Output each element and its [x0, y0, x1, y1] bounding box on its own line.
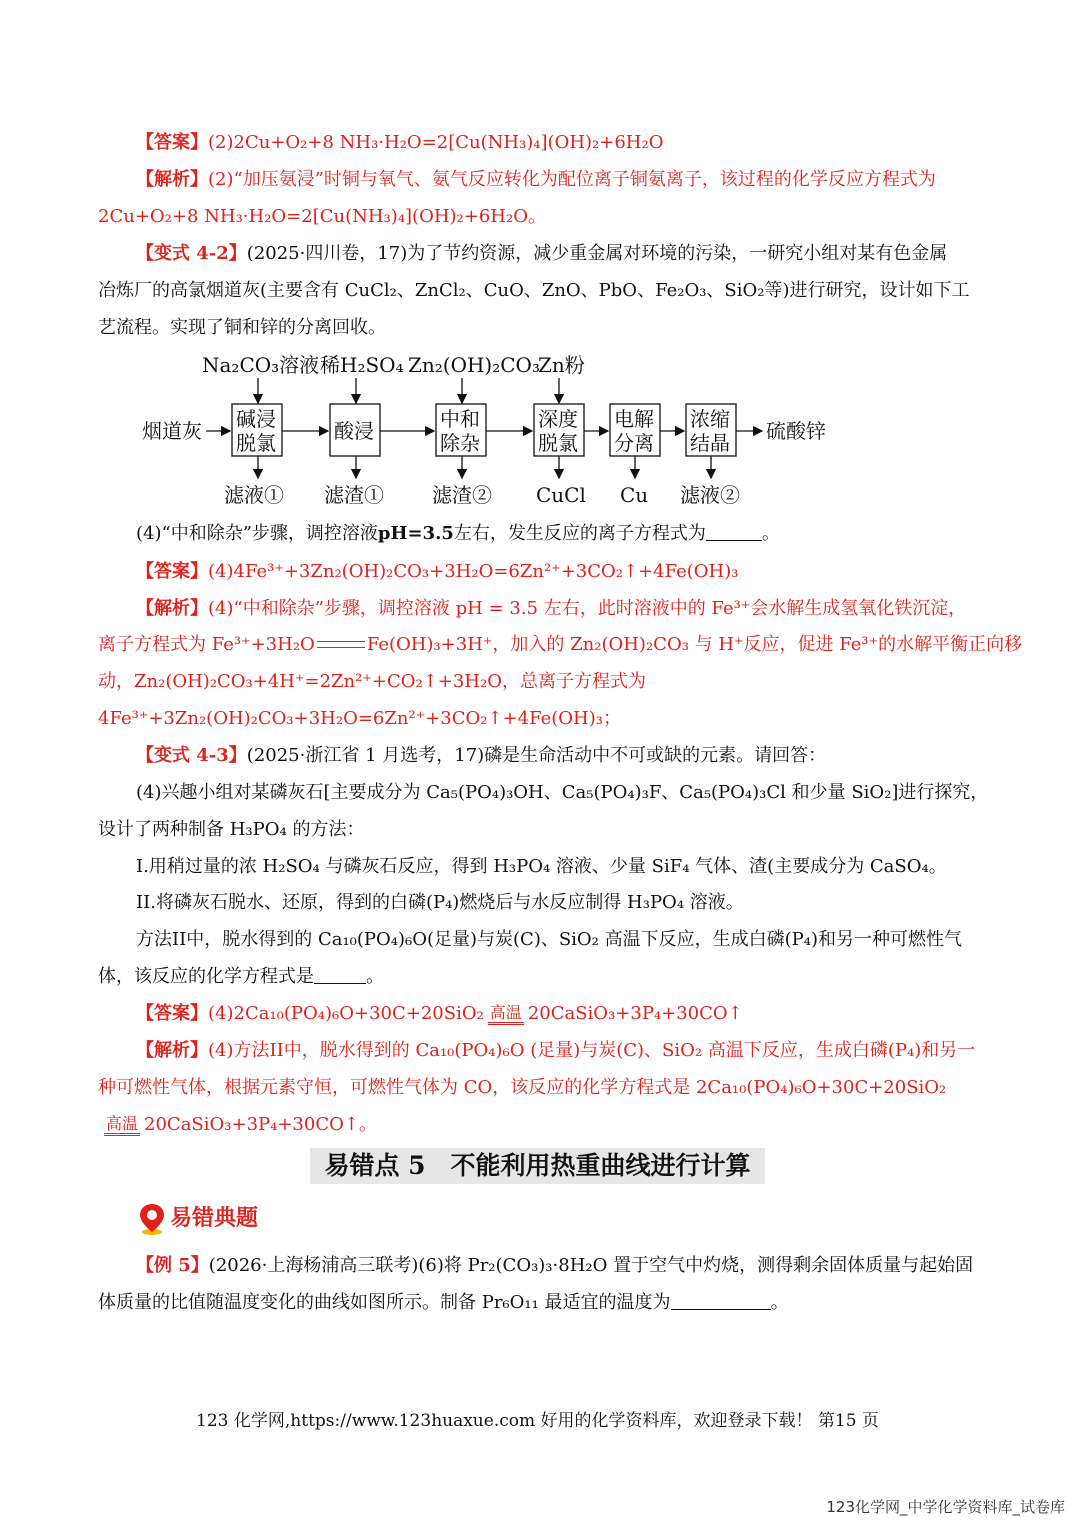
question-line: 体质量的比值随温度变化的曲线如图所示。制备 Pr₆O₁₁ 最适宜的温度为 。: [98, 1292, 789, 1313]
section-label: 易错典题: [170, 1205, 259, 1231]
end-label: 硫酸锌: [766, 419, 826, 443]
explanation-line: 4Fe³⁺+3Zn₂(OH)₂CO₃+3H₂O=6Zn²⁺+3CO₂↑+4Fe(OH)₃；: [98, 708, 621, 729]
location-pin-icon: [138, 1202, 166, 1236]
explanation-line: 【解析】(4)“中和除杂”步骤，调控溶液 pH = 3.5 左右，此时溶液中的 Fe³⁺会水解生成氢氧化铁沉淀，: [136, 598, 967, 619]
answer-blank: [314, 983, 366, 984]
reaction-condition: 高温: [488, 1004, 524, 1025]
step-label: 中和: [440, 407, 480, 431]
output-label: Cu: [620, 483, 649, 507]
input-label: Zn₂(OH)₂CO₃: [408, 353, 540, 377]
watermark: 123化学网_中学化学资料库_试卷库: [826, 1498, 1065, 1516]
question-line: (4)“中和除杂”步骤，调控溶液pH=3.5左右，发生反应的离子方程式为 。: [136, 523, 780, 544]
step-label: 碱浸: [236, 407, 276, 431]
output-label: CuCl: [536, 483, 586, 507]
step-label: 脱氯: [236, 431, 276, 455]
step-label: 浓缩: [690, 407, 730, 431]
explanation-line: 高温 20CaSiO₃+3P₄+30CO↑。: [106, 1114, 377, 1135]
question-line: I.用稍过量的浓 H₂SO₄ 与磷灰石反应，得到 H₃PO₄ 溶液、少量 SiF₄ 气体、渣(主要成分为 CaSO₄。: [136, 856, 947, 877]
input-label: Na₂CO₃溶液: [202, 353, 320, 377]
explanation-line: 【解析】(2)“加压氨浸”时铜与氧气、氨气反应转化为配位离子铜氨离子，该过程的化学反应方程式为: [136, 169, 936, 190]
question-line: II.将磷灰石脱水、还原，得到的白磷(P₄)燃烧后与水反应制得 H₃PO₄ 溶液。: [136, 892, 744, 913]
step-label: 除杂: [440, 431, 480, 455]
equilibrium-arrow-icon: [317, 638, 365, 652]
answer-blank: [706, 540, 762, 541]
answer-line: 【答案】(4)2Ca₁₀(PO₄)₆O+30C+20SiO₂ 高温 20CaSiO₃+3P₄+30CO↑: [136, 1003, 743, 1024]
question-line: 冶炼厂的高氯烟道灰(主要含有 CuCl₂、ZnCl₂、CuO、ZnO、PbO、Fe₂O₃、SiO₂等)进行研究，设计如下工: [98, 280, 970, 301]
step-label: 深度: [538, 407, 578, 431]
explanation-line: 离子方程式为 Fe³⁺+3H₂O Fe(OH)₃+3H⁺，加入的 Zn₂(OH)₂CO₃ 与 H⁺反应，促进 Fe³⁺的水解平衡正向移: [98, 634, 1023, 655]
output-label: 滤液②: [680, 483, 740, 507]
section-heading: 易错点 5 不能利用热重曲线进行计算: [310, 1148, 765, 1184]
question-line: 【变式 4-2】(2025·四川卷，17)为了节约资源，减少重金属对环境的污染，一研究小组对某有色金属: [136, 243, 948, 264]
question-line: 体，该反应的化学方程式是 。: [98, 966, 384, 987]
step-label: 酸浸: [334, 419, 374, 443]
explanation-line: 【解析】(4)方法II中，脱水得到的 Ca₁₀(PO₄)₆O (足量)与炭(C)、SiO₂ 高温下反应，生成白磷(P₄)和另一: [136, 1040, 976, 1061]
question-line: (4)兴趣小组对某磷灰石[主要成分为 Ca₅(PO₄)₃OH、Ca₅(PO₄)₃F、Ca₅(PO₄)₃Cl 和少量 SiO₂]进行探究，: [136, 782, 989, 803]
output-label: 滤渣①: [324, 483, 384, 507]
explanation-line: 2Cu+O₂+8 NH₃·H₂O=2[Cu(NH₃)₄](OH)₂+6H₂O。: [98, 206, 546, 227]
input-label: 稀H₂SO₄: [320, 353, 404, 377]
start-label: 烟道灰: [142, 419, 202, 443]
output-label: 滤液①: [224, 483, 284, 507]
page-footer: 123 化学网,https://www.123huaxue.com 好用的化学资料库，欢迎登录下载！ 第15 页: [196, 1411, 879, 1431]
answer-line: 【答案】(2)2Cu+O₂+8 NH₃·H₂O=2[Cu(NH₃)₄](OH)₂+6H₂O: [136, 132, 664, 153]
step-label: 电解: [614, 407, 654, 431]
step-label: 脱氯: [538, 431, 578, 455]
explanation-line: 动，Zn₂(OH)₂CO₃+4H⁺=2Zn²⁺+CO₂↑+3H₂O，总离子方程式为: [98, 671, 646, 692]
process-flow-diagram: [140, 348, 840, 516]
answer-blank: [671, 1309, 771, 1310]
question-line: 【变式 4-3】(2025·浙江省 1 月选考，17)磷是生命活动中不可或缺的元素。请回答：: [136, 745, 827, 766]
question-line: 艺流程。实现了铜和锌的分离回收。: [98, 317, 386, 338]
output-label: 滤渣②: [432, 483, 492, 507]
answer-line: 【答案】(4)4Fe³⁺+3Zn₂(OH)₂CO₃+3H₂O=6Zn²⁺+3CO₂↑+4Fe(OH)₃: [136, 561, 739, 582]
question-line: 方法II中，脱水得到的 Ca₁₀(PO₄)₆O(足量)与炭(C)、SiO₂ 高温下反应，生成白磷(P₄)和另一种可燃性气: [136, 929, 962, 950]
reaction-condition: 高温: [104, 1115, 140, 1136]
step-label: 分离: [614, 431, 654, 455]
question-line: 设计了两种制备 H₃PO₄ 的方法：: [98, 819, 365, 840]
question-line: 【例 5】(2026·上海杨浦高三联考)(6)将 Pr₂(CO₃)₃·8H₂O 置于空气中灼烧，测得剩余固体质量与起始固: [136, 1255, 974, 1276]
input-label: Zn粉: [538, 353, 585, 377]
explanation-line: 种可燃性气体，根据元素守恒，可燃性气体为 CO，该反应的化学方程式是 2Ca₁₀(PO₄)₆O+30C+20SiO₂: [98, 1077, 947, 1098]
step-label: 结晶: [690, 431, 730, 455]
